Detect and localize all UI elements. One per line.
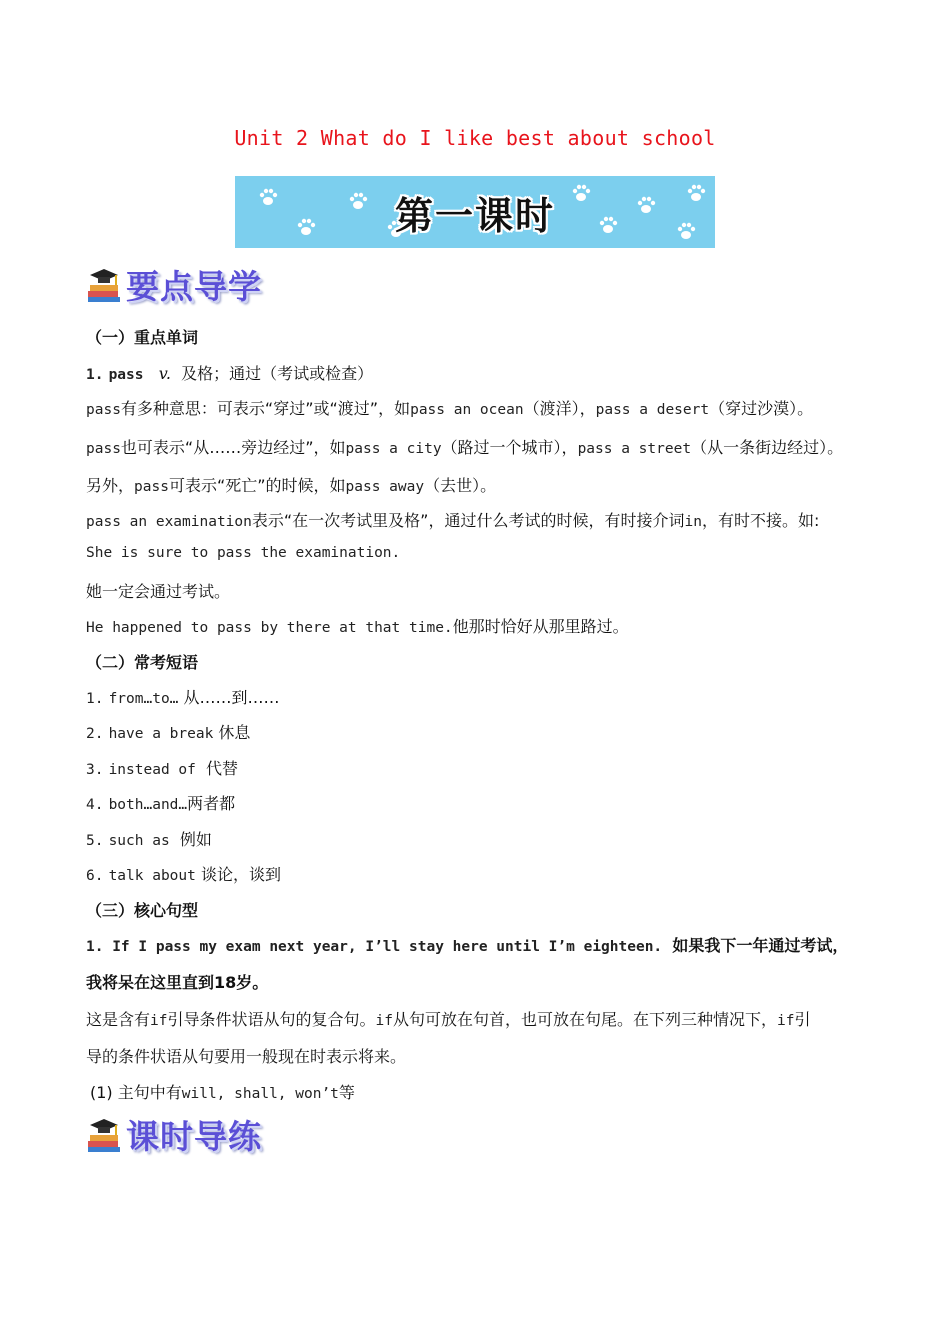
phrase-item: 1. from…to… 从……到…… [86, 688, 280, 707]
phrase-item: 6. talk about 谈论，谈到 [86, 865, 281, 884]
document-title: Unit 2 What do I like best about school [234, 126, 716, 150]
grammar-explanation: 导的条件状语从句要用一般现在时表示将来。 [86, 1047, 407, 1066]
banner-title: 第一课时 [394, 193, 555, 238]
explanation-line: pass an examination表示“在一次考试里及格”，通过什么考试的时候，有时接介词in，有时不接。如: [86, 511, 820, 530]
section-guide-title: 要点导学 [126, 266, 262, 306]
word-number: 1. [86, 367, 104, 383]
example-sentence: She is sure to pass the examination. [86, 545, 401, 561]
phrase-item: 2. have a break 休息 [86, 723, 251, 742]
phrase-item: 5. such as 例如 [86, 830, 212, 849]
word: pass [108, 367, 144, 383]
example-translation: 她一定会通过考试。 [86, 582, 231, 601]
example-sentence: He happened to pass by there at that time.他那时恰好从那里路过。 [86, 617, 629, 636]
word-entry [86, 361, 373, 384]
section-practice [86, 1112, 262, 1156]
explanation-line: pass也可表示“从……旁边经过”，如pass a city（路过一个城市），pass a street（从一条街边经过）。 [86, 438, 844, 457]
condition-item: (1) 主句中有will, shall, won’t等 [90, 1083, 355, 1102]
section-practice-title: 课时导练 [126, 1116, 262, 1156]
part2-heading: （二）常考短语 [86, 653, 199, 672]
core-sentence: 1. If I pass my exam next year, I’ll stay here until I’m eighteen. 如果我下一年通过考试， [86, 936, 849, 955]
graduation-books-icon [86, 265, 122, 303]
section-guide [86, 262, 262, 306]
word-meaning: 及格；通过（考试或检查） [181, 364, 374, 383]
phrase-item: 3. instead of 代替 [86, 759, 239, 778]
part-of-speech: v. [158, 364, 171, 383]
explanation-line: 另外，pass可表示“死亡”的时候，如pass away（去世）。 [86, 476, 497, 495]
explanation-line: pass有多种意思：可表示“穿过”或“渡过”，如pass an ocean（渡洋），pass a desert（穿过沙漠）。 [86, 399, 814, 418]
lesson-banner [235, 176, 715, 248]
core-sentence-translation: 我将呆在这里直到18岁。 [86, 973, 269, 992]
graduation-books-icon [86, 1115, 122, 1153]
part1-heading: （一）重点单词 [86, 328, 199, 347]
phrase-item: 4. both…and…两者都 [86, 794, 236, 813]
part3-heading: （三）核心句型 [86, 901, 199, 920]
grammar-explanation: 这是含有if引导条件状语从句的复合句。if从句可放在句首，也可放在句尾。在下列三种情况下，if引 [86, 1010, 811, 1029]
